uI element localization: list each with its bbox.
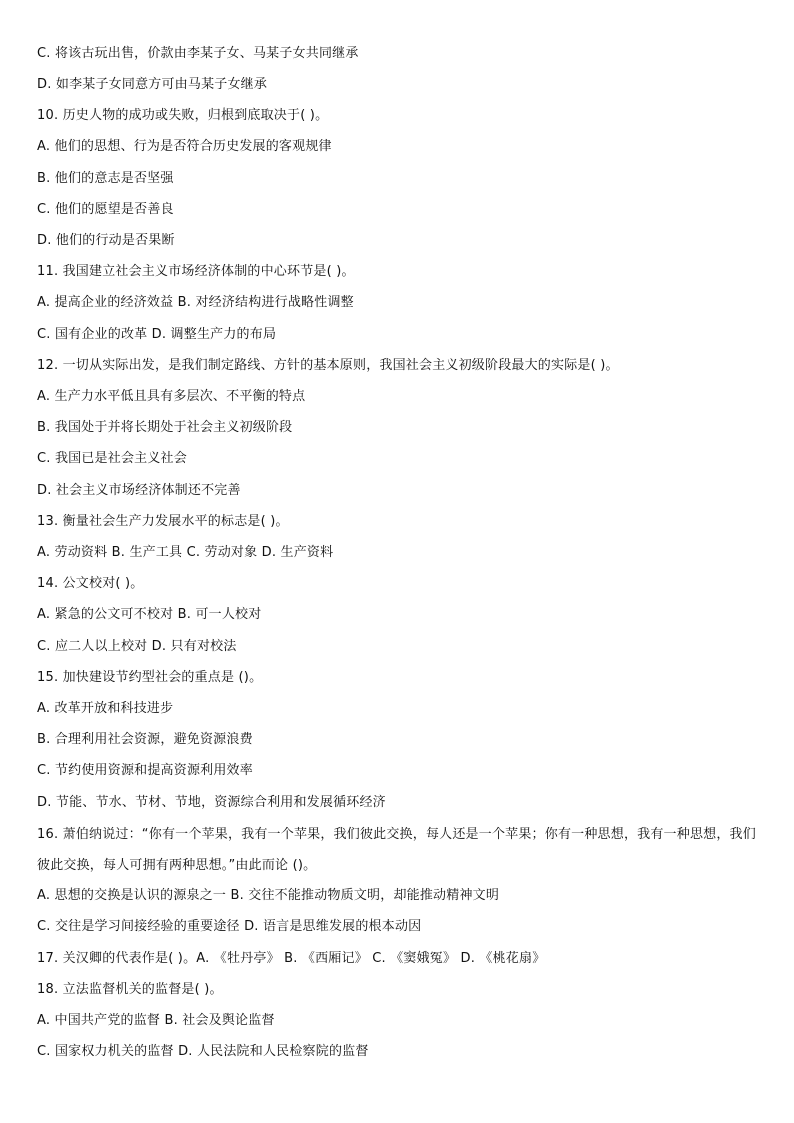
question-line: 16. 萧伯纳说过：“你有一个苹果，我有一个苹果，我们彼此交换，每人还是一个苹果；你有一种思想，我有一种思想，我们彼此交换，每人可拥有两种思想。”由此而论 ()。 bbox=[37, 827, 756, 873]
option-line: A. 提高企业的经济效益 B. 对经济结构进行战略性调整 bbox=[37, 295, 354, 310]
option-line: D. 社会主义市场经济体制还不完善 bbox=[37, 483, 241, 498]
option-line: C. 节约使用资源和提高资源利用效率 bbox=[37, 763, 253, 778]
option-line: B. 合理利用社会资源，避免资源浪费 bbox=[37, 732, 253, 747]
option-line: D. 他们的行动是否果断 bbox=[37, 233, 175, 248]
option-line: A. 中国共产党的监督 B. 社会及舆论监督 bbox=[37, 1013, 275, 1028]
option-line: C. 应二人以上校对 D. 只有对校法 bbox=[37, 639, 237, 654]
option-line: A. 劳动资料 B. 生产工具 C. 劳动对象 D. 生产资料 bbox=[37, 545, 334, 560]
option-line: B. 我国处于并将长期处于社会主义初级阶段 bbox=[37, 420, 293, 435]
option-line: C. 国家权力机关的监督 D. 人民法院和人民检察院的监督 bbox=[37, 1044, 369, 1059]
question-line: 18. 立法监督机关的监督是( )。 bbox=[37, 982, 223, 997]
question-line: 11. 我国建立社会主义市场经济体制的中心环节是( )。 bbox=[37, 264, 355, 279]
option-line: D. 如李某子女同意方可由马某子女继承 bbox=[37, 77, 268, 92]
question-line: 10. 历史人物的成功或失败，归根到底取决于( )。 bbox=[37, 108, 329, 123]
option-line: C. 他们的愿望是否善良 bbox=[37, 202, 174, 217]
option-line: C. 我国已是社会主义社会 bbox=[37, 451, 187, 466]
option-line: A. 紧急的公文可不校对 B. 可一人校对 bbox=[37, 607, 262, 622]
question-line: 14. 公文校对( )。 bbox=[37, 576, 144, 591]
question-line: 15. 加快建设节约型社会的重点是 ()。 bbox=[37, 670, 263, 685]
question-line: 13. 衡量社会生产力发展水平的标志是( )。 bbox=[37, 514, 289, 529]
option-line: C. 交往是学习间接经验的重要途径 D. 语言是思维发展的根本动因 bbox=[37, 919, 422, 934]
option-line: D. 节能、节水、节材、节地，资源综合利用和发展循环经济 bbox=[37, 795, 386, 810]
option-line: A. 改革开放和科技进步 bbox=[37, 701, 174, 716]
option-line: C. 将该古玩出售，价款由李某子女、马某子女共同继承 bbox=[37, 46, 359, 61]
option-line: C. 国有企业的改革 D. 调整生产力的布局 bbox=[37, 327, 277, 342]
option-line: A. 生产力水平低且具有多层次、不平衡的特点 bbox=[37, 389, 306, 404]
option-line: A. 思想的交换是认识的源泉之一 B. 交往不能推动物质文明，却能推动精神文明 bbox=[37, 888, 500, 903]
option-line: A. 他们的思想、行为是否符合历史发展的客观规律 bbox=[37, 139, 332, 154]
option-line: B. 他们的意志是否坚强 bbox=[37, 171, 174, 186]
question-line: 17. 关汉卿的代表作是( )。A. 《牡丹亭》 B. 《西厢记》 C. 《窦娥冤》 D. 《桃花扇》 bbox=[37, 951, 546, 966]
question-line: 12. 一切从实际出发，是我们制定路线、方针的基本原则，我国社会主义初级阶段最大的实际是( )。 bbox=[37, 358, 619, 373]
